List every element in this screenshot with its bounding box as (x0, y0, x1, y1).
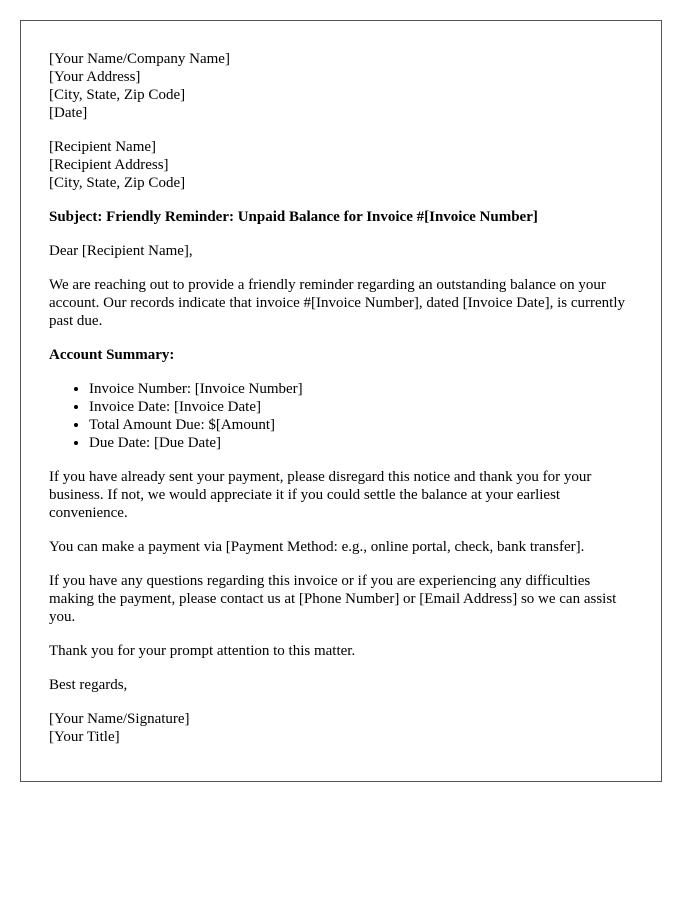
account-summary-list (49, 380, 633, 452)
salutation: Dear [Recipient Name], (49, 243, 193, 259)
signature-title: [Your Title] (49, 729, 120, 745)
closing: Best regards, (49, 677, 128, 693)
recipient-block (49, 138, 633, 192)
questions-paragraph: If you have any questions regarding this invoice or if you are experiencing any difficulties making the payment, please contact us at [Phone Number] or [Email Address] so we can assist you. (49, 573, 617, 625)
intro-paragraph: We are reaching out to provide a friendly reminder regarding an outstanding balance on your account. Our records indicate that invoice #[Invoice Number], dated [Invoice Date], is currently past due. (49, 277, 626, 329)
payment-method-paragraph: You can make a payment via [Payment Method: e.g., online portal, check, bank transfer]. (49, 539, 585, 555)
summary-item-invoice-date: • Invoice Date: [Invoice Date] (89, 398, 633, 416)
recipient-address: [Recipient Address] (49, 157, 169, 173)
sender-block (49, 50, 633, 122)
subject-line: Subject: Friendly Reminder: Unpaid Balance for Invoice #[Invoice Number] (49, 209, 538, 225)
recipient-name: [Recipient Name] (49, 139, 157, 155)
thanks-paragraph: Thank you for your prompt attention to this matter. (49, 643, 356, 659)
letter-page (20, 20, 662, 782)
letter-date: [Date] (49, 105, 88, 121)
signature-block (49, 710, 633, 746)
account-summary-heading: Account Summary: (49, 347, 175, 363)
summary-item-invoice-number: • Invoice Number: [Invoice Number] (89, 380, 633, 398)
payment-note-paragraph: If you have already sent your payment, please disregard this notice and thank you for your business. If not, we would appreciate it if you could settle the balance at your earliest convenience. (49, 469, 592, 521)
summary-item-due-date: • Due Date: [Due Date] (89, 434, 633, 452)
recipient-city-state-zip: [City, State, Zip Code] (49, 175, 186, 191)
sender-city-state-zip: [City, State, Zip Code] (49, 87, 186, 103)
sender-name: [Your Name/Company Name] (49, 51, 230, 67)
signature-name: [Your Name/Signature] (49, 711, 190, 727)
summary-item-total-amount: • Total Amount Due: $[Amount] (89, 416, 633, 434)
sender-address: [Your Address] (49, 69, 141, 85)
